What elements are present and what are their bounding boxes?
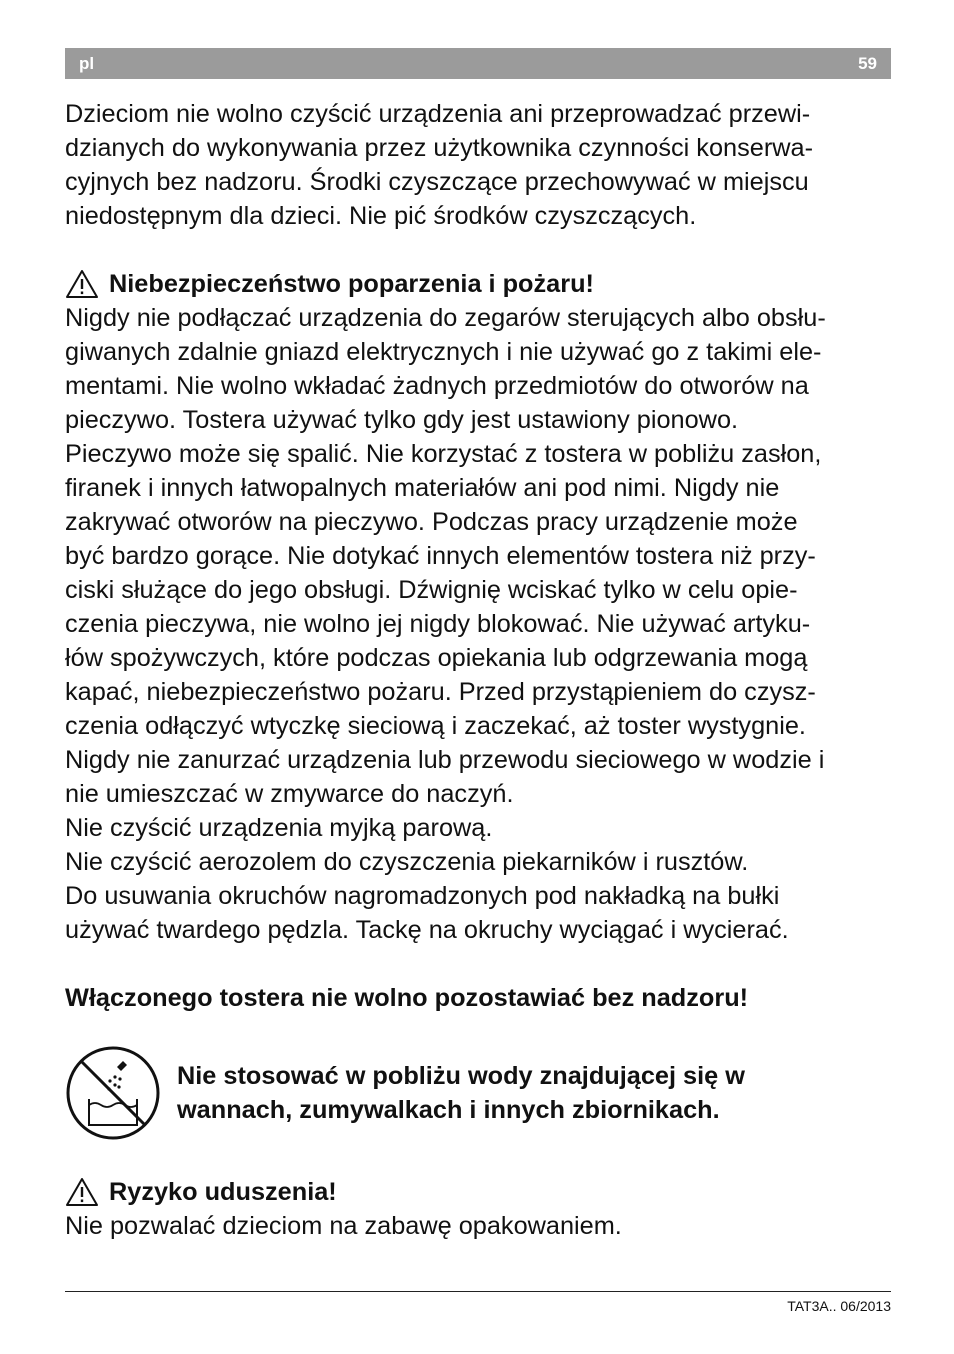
text-line: giwanych zdalnie gniazd elektrycznych i nie używać go z takimi ele- [65,338,822,366]
no-water-icon [65,1045,161,1141]
warning-heading [65,1175,891,1209]
footer-divider [65,1291,891,1292]
text-line: ciski służące do jego obsługi. Dźwignię wciskać tylko w celu opie- [65,576,798,604]
warning-burn-fire [65,267,891,947]
text-line: zakrywać otworów na pieczywo. Podczas pracy urządzenie może [65,508,798,536]
text-line: Nie czyścić urządzenia myjką parową. [65,814,493,842]
unattended-notice: Włączonego tostera nie wolno pozostawiać bez nadzoru! [65,984,749,1012]
text-line: firanek i innych łatwopalnych materiałów ani pod nimi. Nigdy nie [65,474,780,502]
text-line: Nie stosować w pobliżu wody znajdującej się w [177,1062,745,1090]
text-line: Nie pozwalać dzieciom na zabawę opakowaniem. [65,1212,622,1240]
paragraph-children-cleaning [65,97,891,233]
text-line: Nie czyścić aerozolem do czyszczenia piekarników i rusztów. [65,848,749,876]
footer-model-date: TAT3A.. 06/2013 [787,1298,891,1314]
document-body [65,97,891,1243]
text-line: kapać, niebezpieczeństwo pożaru. Przed przystąpieniem do czysz- [65,678,816,706]
text-line: niedostępnym dla dzieci. Nie pić środków czyszczących. [65,202,697,230]
warning-triangle-icon [65,269,99,299]
text-line: czenia odłączyć wtyczkę sieciową i zaczekać, aż toster wystygnie. [65,712,806,740]
text-line: dzianych do wykonywania przez użytkownika czynności konserwa- [65,134,813,162]
text-line: Nigdy nie podłączać urządzenia do zegarów sterujących albo obsłu- [65,304,826,332]
text-line: Dzieciom nie wolno czyścić urządzenia ani przeprowadzać przewi- [65,100,811,128]
text-line: nie umieszczać w zmywarce do naczyń. [65,780,514,808]
text-line: Pieczywo może się spalić. Nie korzystać z tostera w pobliżu zasłon, [65,440,822,468]
text-line: być bardzo gorące. Nie dotykać innych elementów tostera niż przy- [65,542,816,570]
water-warning-text [177,1059,745,1127]
text-line: pieczywo. Tostera używać tylko gdy jest ustawiony pionowo. [65,406,739,434]
warning-heading [65,267,891,301]
text-line: wannach, zumywalkach i innych zbiornikach. [177,1096,720,1124]
text-line: czenia pieczywa, nie wolno jej nigdy blokować. Nie używać artyku- [65,610,811,638]
text-line: cyjnych bez nadzoru. Środki czyszczące przechowywać w miejscu [65,168,809,196]
page-number: 59 [858,54,877,73]
text-line: Nigdy nie zanurzać urządzenia lub przewodu sieciowego w wodzie i [65,746,825,774]
warning-triangle-icon [65,1177,99,1207]
warning-title: Ryzyko uduszenia! [109,1178,337,1206]
text-line: łów spożywczych, które podczas opiekania lub odgrzewania mogą [65,644,808,672]
text-line: używać twardego pędzla. Tackę na okruchy wyciągać i wycierać. [65,916,789,944]
water-warning [65,1045,891,1141]
warning-suffocation [65,1175,891,1243]
text-line: mentami. Nie wolno wkładać żadnych przedmiotów do otworów na [65,372,809,400]
language-label: pl [79,54,95,73]
text-line: Do usuwania okruchów nagromadzonych pod nakładką na bułki [65,882,780,910]
warning-title: Niebezpieczeństwo poparzenia i pożaru! [109,270,594,298]
header-bar [65,48,891,79]
